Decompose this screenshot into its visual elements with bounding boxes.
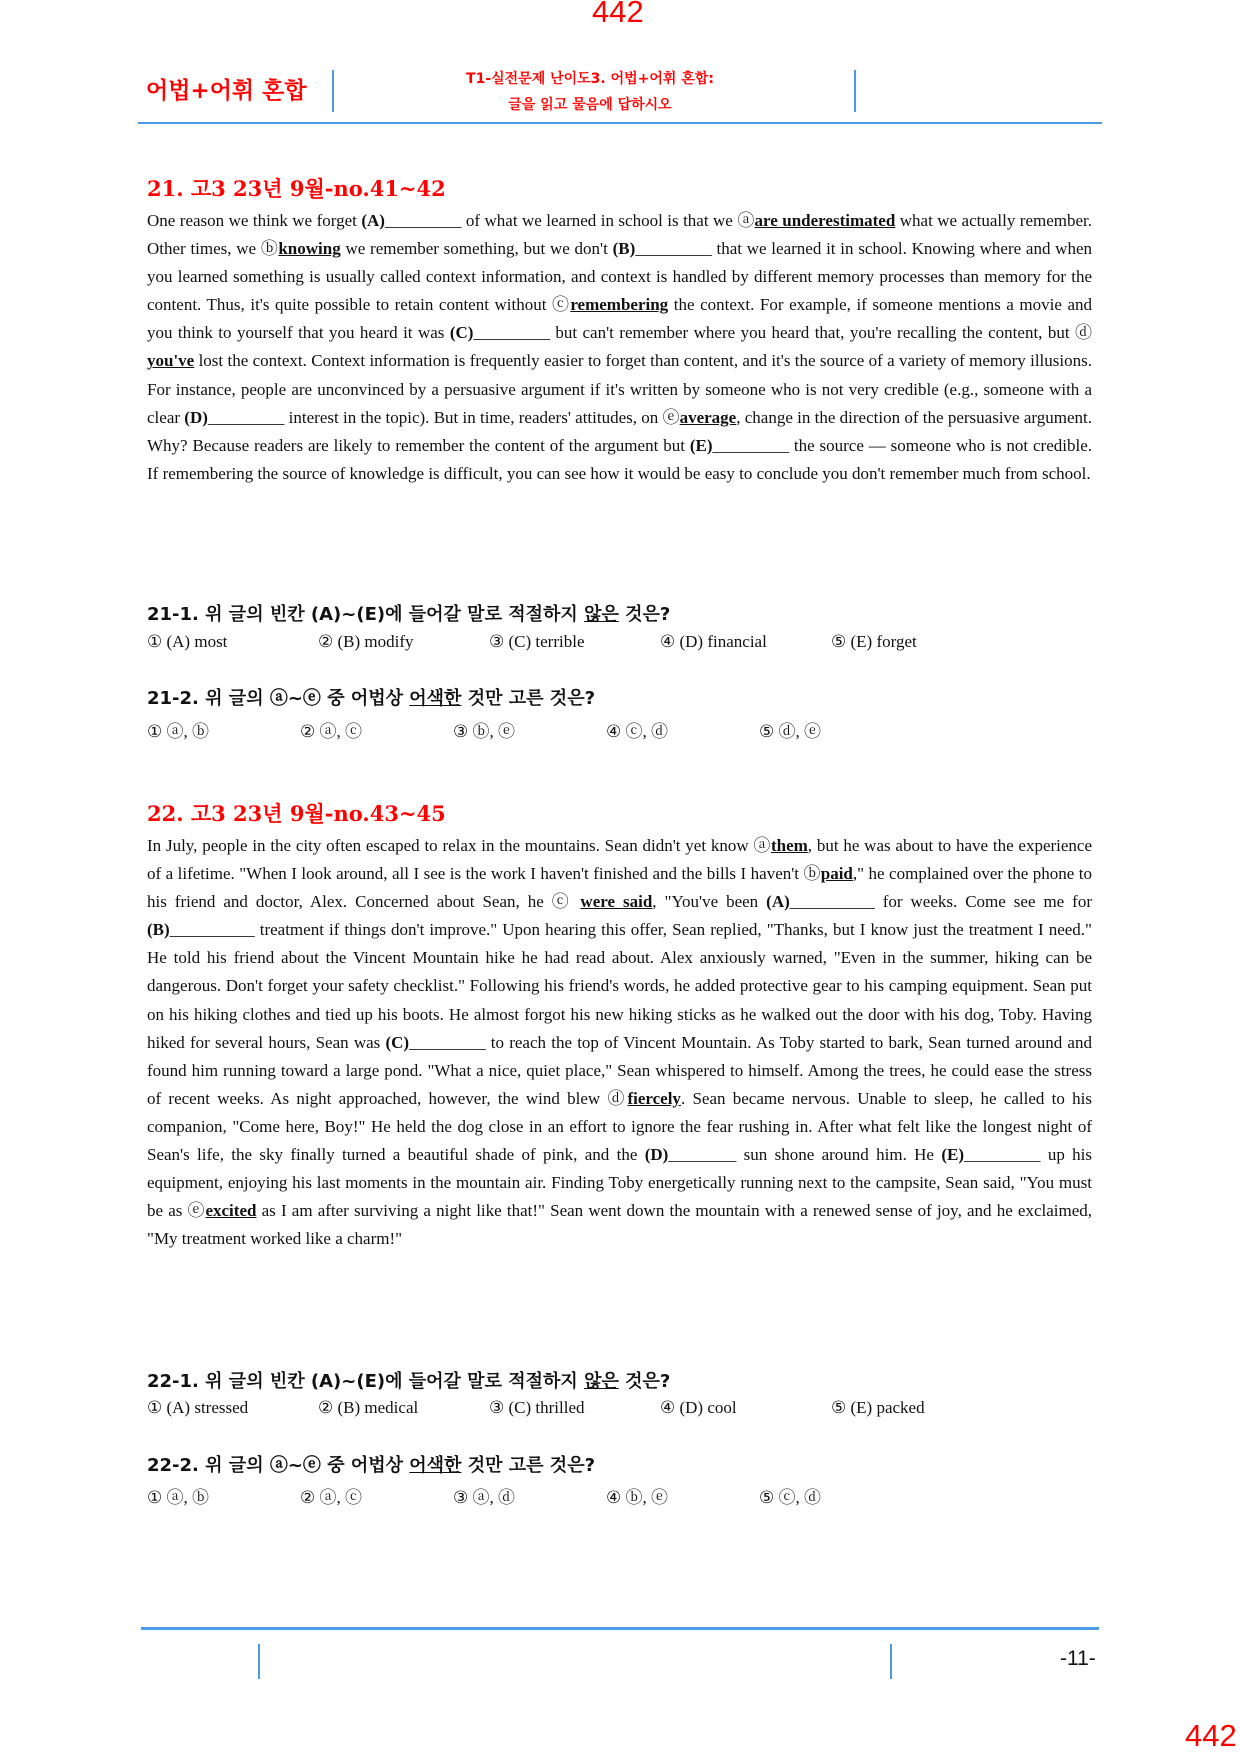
blank-label: (A)	[766, 892, 790, 912]
underlined-phrase: were said	[580, 892, 653, 912]
answer-option[interactable]: ② (B) modify	[318, 632, 414, 651]
passage-text: , change in the direction of the persuasive argument. Why? Because readers are likely to remember the content of the argument but	[147, 407, 1093, 455]
page-number-top: 442	[592, 0, 644, 29]
question-text: 것만 고른 것은?	[461, 1455, 596, 1476]
answer-option[interactable]: ① ⓐ, ⓑ	[147, 722, 209, 741]
underlined-phrase: are underestimated	[754, 211, 896, 230]
question-text: 21-1. 위 글의 빈칸 (A)~(E)에 들어갈 말로 적절하지	[147, 604, 585, 625]
passage-22	[147, 832, 1092, 1253]
blank-label: (E)	[689, 435, 713, 455]
passage-text: ________ sun shone around him. He	[668, 1145, 942, 1165]
answer-option[interactable]: ④ (D) cool	[660, 1398, 737, 1417]
footer-rule	[141, 1627, 1099, 1630]
question-21-1	[147, 600, 670, 626]
answer-option[interactable]: ② ⓐ, ⓒ	[300, 1488, 362, 1507]
header-rule	[138, 122, 1102, 124]
passage-text: as I am after surviving a night like that!" Sean went down the mountain with a renewed sense of joy, and he exclaimed, "My treatment worked like a charm!"	[147, 1201, 1093, 1249]
answer-option[interactable]: ⑤ (E) forget	[831, 632, 917, 651]
options-21-2	[147, 717, 912, 742]
answer-option[interactable]: ④ (D) financial	[660, 632, 767, 651]
passage-21	[147, 207, 1092, 488]
passage-text: _________ to reach the top of Vincent Mountain. As Toby started to bark, Sean turned around and found him running toward a large pond. "What a nice, quiet place," Sean whispered to himself. Among the trees, he could ease the stress of recent weeks. As night approached, however, the wind blew	[147, 1032, 1092, 1108]
question-emphasis: 않은	[584, 604, 619, 625]
header-subtitle-line2: 글을 읽고 물음에 답하시오	[508, 97, 672, 113]
underlined-phrase: fiercely	[627, 1088, 681, 1108]
passage-text: the context. For example, if someone mentions a movie and you think to yourself that you heard it was	[147, 295, 1092, 343]
answer-option[interactable]: ④ ⓑ, ⓔ	[606, 1488, 668, 1507]
passage-text: In July, people in the city often escaped to relax in the mountains. Sean didn't yet know	[147, 836, 754, 855]
answer-option[interactable]: ③ (C) terrible	[489, 632, 585, 651]
underlined-phrase: average	[679, 407, 737, 427]
question-21-2	[147, 684, 595, 710]
passage-text: , "You've been	[652, 892, 767, 912]
underlined-phrase: excited	[205, 1201, 257, 1221]
underlined-phrase: knowing	[278, 239, 341, 259]
passage-text: . Sean became nervous. Unable to sleep, he called to his companion, "Come here, Boy!" He held the dog close in an effort to ignore the fear rushing in. After what felt like the longest night of Sean's life, the sky finally turned a beautiful shade of pink, and the	[147, 1088, 1092, 1165]
question-text: 것은?	[618, 1371, 671, 1392]
passage-text: ⓔ	[187, 1201, 206, 1221]
question-text: 21-2. 위 글의 ⓐ~ⓔ 중 어법상	[147, 688, 410, 709]
answer-option[interactable]: ② (B) medical	[318, 1398, 419, 1417]
passage-text: __________ treatment if things don't improve." Upon hearing this offer, Sean replied, "Thanks, but I know just the treatment I need." He told his friend about the Vincent Mountain hike he had read about. Alex anxiously warned, "Even in the summer, hiking can be dangerous. Don't forget your safety checklist." Following his friend's words, he added protective gear to his camping equipment. Sean put on his hiking clothes and tied up his boots. He almost forgot his new hiking sticks as he walked out the door with his dog, Toby. Having hiked for several hours, Sean was	[147, 920, 1092, 1052]
answer-option[interactable]: ① (A) stressed	[147, 1398, 249, 1417]
blank-label: (C)	[449, 323, 474, 343]
passage-text: ," he complained over the phone to his friend and doctor, Alex. Concerned about Sean, he ⓒ	[147, 864, 1093, 912]
passage-text: ⓒ	[552, 295, 571, 315]
answer-option[interactable]: ⑤ ⓓ, ⓔ	[759, 722, 821, 741]
blank-label: (D)	[644, 1145, 669, 1165]
answer-option[interactable]: ① ⓐ, ⓑ	[147, 1488, 209, 1507]
header-subtitle-line1: T1-실전문제 난이도3. 어법+어휘 혼합:	[466, 71, 714, 87]
answer-option[interactable]: ④ ⓒ, ⓓ	[606, 722, 668, 741]
blank-label: (E)	[941, 1145, 964, 1165]
blank-label: (D)	[184, 407, 208, 427]
question-emphasis: 어색한	[409, 688, 462, 709]
passage-text: _________ that we learned it in school. Knowing where and when you learned something is usually called context information, and context is handled by different memory processes than memory for the content. Thus, it's quite possible to retain content without	[147, 239, 1093, 315]
answer-option[interactable]: ⑤ ⓒ, ⓓ	[759, 1488, 821, 1507]
answer-option[interactable]: ① (A) most	[147, 632, 228, 651]
passage-text: _________ up his equipment, enjoying his last moments in the mountain air. Finding Toby energetically running next to the campsite, Sean said, "You must be as	[147, 1145, 1092, 1221]
passage-text: , but he was about to have the experience of a lifetime. "When I look around, all I see is the work I haven't finished and the bills I haven't	[147, 836, 1093, 884]
passage-text: ⓔ	[662, 407, 680, 427]
blank-label: (C)	[385, 1032, 410, 1052]
answer-option[interactable]: ② ⓐ, ⓒ	[300, 722, 362, 741]
underlined-phrase: them	[770, 836, 808, 855]
passage-text: _________ but can't remember where you heard that, you're recalling the content, but ⓓ	[473, 323, 1092, 343]
options-22-2	[147, 1483, 912, 1508]
question-22-2	[147, 1451, 595, 1477]
passage-text: _________ of what we learned in school is that we	[384, 211, 738, 230]
passage-text: One reason we think we forget	[147, 211, 362, 230]
question-22-1	[147, 1367, 670, 1393]
page-number-bottom: 442	[1185, 1718, 1237, 1753]
underlined-phrase: paid	[820, 864, 853, 884]
options-21-1	[147, 632, 1002, 652]
section-title: 22. 고3 23년 9월-no.43~45	[147, 801, 446, 826]
passage-text: ⓓ	[607, 1088, 628, 1108]
footer-page-number: -11-	[1060, 1647, 1096, 1670]
header-divider	[854, 70, 856, 112]
answer-option[interactable]: ③ (C) thrilled	[489, 1398, 585, 1417]
passage-text: ⓐ	[753, 836, 771, 855]
header-subtitle	[420, 66, 760, 118]
passage-text: __________ for weeks. Come see me for	[789, 892, 1093, 912]
header-divider	[332, 70, 334, 112]
question-emphasis: 어색한	[409, 1455, 462, 1476]
section-title: 21. 고3 23년 9월-no.41~42	[147, 176, 446, 201]
question-emphasis: 않은	[584, 1371, 619, 1392]
passage-text: ⓑ	[260, 239, 279, 259]
question-text: 22-2. 위 글의 ⓐ~ⓔ 중 어법상	[147, 1455, 410, 1476]
answer-option[interactable]: ③ ⓑ, ⓔ	[453, 722, 515, 741]
question-text: 것은?	[618, 604, 671, 625]
passage-text: _________ the source — someone who is not credible. If remembering the source of knowledge is difficult, you can see how it would be easy to conclude you don't remember much from school.	[147, 435, 1092, 483]
options-22-1	[147, 1398, 1002, 1418]
passage-text: _________ interest in the topic). But in time, readers' attitudes, on	[207, 407, 663, 427]
passage-text: lost the context. Context information is frequently easier to forget than content, and it's the source of a variety of memory illusions. For instance, people are unconvinced by a persuasive argument if it's written by someone who is not very credible (e.g., someone with a clear	[147, 351, 1092, 427]
blank-label: (B)	[147, 920, 170, 940]
header-title: 어법+어휘 혼합	[146, 78, 307, 104]
blank-label: (B)	[612, 239, 636, 259]
answer-option[interactable]: ⑤ (E) packed	[831, 1398, 925, 1417]
footer-divider	[890, 1644, 892, 1679]
footer-divider	[258, 1644, 260, 1679]
underlined-phrase: remembering	[570, 295, 669, 315]
passage-text: we remember something, but we don't	[340, 239, 613, 259]
question-text: 것만 고른 것은?	[461, 688, 596, 709]
answer-option[interactable]: ③ ⓐ, ⓓ	[453, 1488, 515, 1507]
underlined-phrase: you've	[147, 351, 195, 371]
passage-text: ⓐ	[737, 211, 755, 230]
passage-text: ⓑ	[803, 864, 821, 884]
blank-label: (A)	[361, 211, 385, 230]
passage-text: what we actually remember. Other times, we	[147, 211, 1093, 259]
question-text: 22-1. 위 글의 빈칸 (A)~(E)에 들어갈 말로 적절하지	[147, 1371, 585, 1392]
